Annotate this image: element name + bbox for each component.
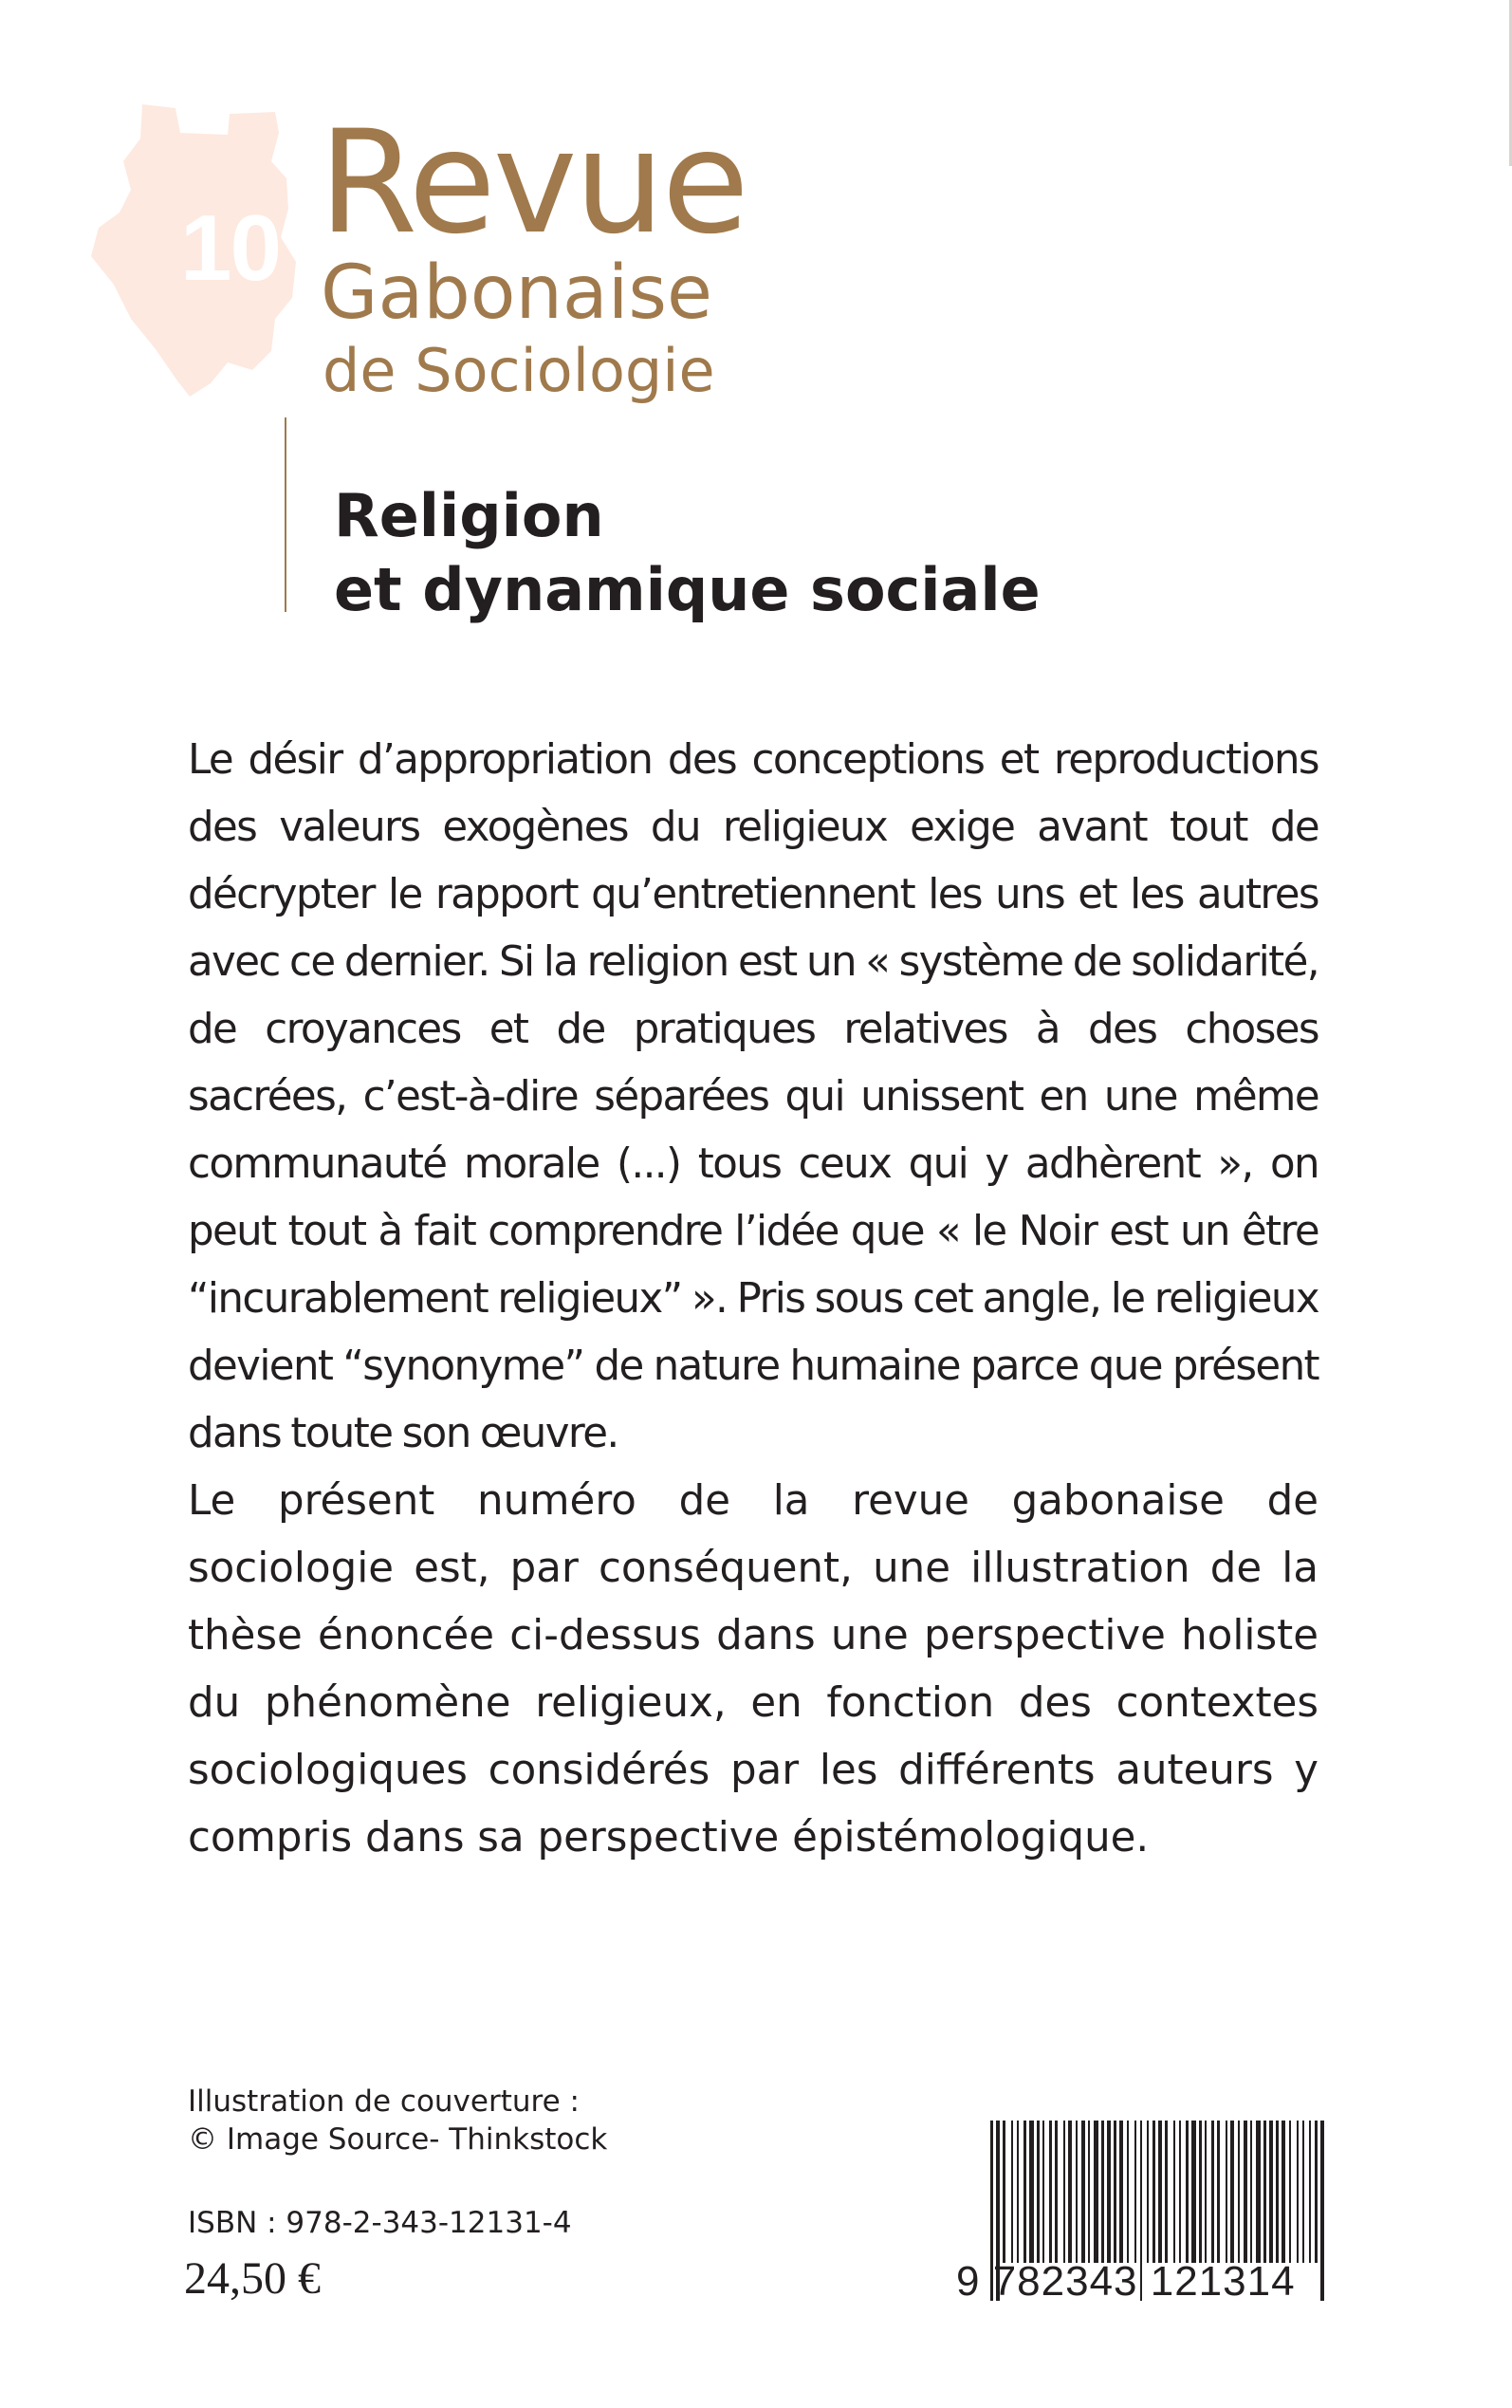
barcode-bar (1094, 2121, 1098, 2263)
barcode-bar (1211, 2121, 1214, 2263)
barcode-bar (1037, 2121, 1040, 2263)
issue-title (334, 479, 1041, 627)
credits-line-1: Illustration de couverture : (188, 2084, 580, 2119)
issue-title-line1: Religion (334, 481, 604, 550)
barcode-bar (1081, 2121, 1085, 2263)
vertical-divider (285, 417, 286, 612)
barcode-bar (1017, 2121, 1019, 2263)
back-cover-blurb (188, 727, 1318, 1872)
barcode-bar (1244, 2121, 1247, 2263)
barcode-bar (1055, 2121, 1058, 2263)
barcode-bar (1158, 2121, 1162, 2263)
cover-credits (188, 2083, 607, 2158)
barcode-bar (1226, 2121, 1227, 2263)
barcode-bar (1119, 2121, 1123, 2263)
barcode-bar (1114, 2121, 1116, 2263)
barcode-bar (1276, 2121, 1279, 2263)
barcode-bar (1023, 2121, 1026, 2263)
barcode-bar (1289, 2121, 1291, 2263)
barcode-bar (1003, 2121, 1005, 2263)
barcode-bar (1042, 2121, 1044, 2263)
barcode-bar (1011, 2121, 1013, 2263)
barcode-bar (1107, 2121, 1111, 2263)
barcode-bar (1191, 2121, 1196, 2263)
barcode-bar (1127, 2121, 1129, 2263)
barcode-bar (1250, 2121, 1252, 2263)
barcode-bar (1297, 2121, 1299, 2263)
barcode-bar (1173, 2121, 1175, 2263)
barcode-bar (1315, 2121, 1318, 2263)
brand-title-sociologie: de Sociologie (323, 336, 715, 405)
barcode-bar (1179, 2121, 1181, 2263)
barcode-bar (1063, 2121, 1065, 2263)
barcode-bar (1230, 2121, 1234, 2263)
brand-title-gabonaise: Gabonaise (321, 250, 713, 336)
barcode-bar (1217, 2121, 1220, 2263)
isbn-text: ISBN : 978-2-343-12131-4 (188, 2206, 572, 2240)
barcode-bar (1088, 2121, 1090, 2263)
barcode-digits: 9 782343 121314 (956, 2258, 1296, 2305)
blurb-paragraph-1: Le désir d’appropriation des conceptions et reproductions des valeurs exogènes du religieux exige avant tout de décrypter le rapport qu’entretiennent les uns et les autres avec ce dernier. Si la religion est un « système de solidarité, de croyances et de pratiques relatives à des choses sacrées, c’est-à-dire séparées qui unissent en une même communauté morale (...) tous ceux qui y adhèrent », on peut tout à fait comprendre l’idée que « le Noir est un être “incurablement religieux” ». Pris sous cet angle, le religieux devient “synonyme” de nature humaine parce que présent dans toute son œuvre. (188, 736, 1318, 1457)
barcode-bar (1309, 2121, 1311, 2263)
price-text: 24,50 € (184, 2253, 321, 2304)
barcode-bar (1302, 2121, 1304, 2263)
credits-line-2: © Image Source- Thinkstock (188, 2122, 608, 2157)
barcode-bar (1263, 2121, 1266, 2263)
barcode-bar (1101, 2121, 1104, 2263)
barcode-bar (1199, 2121, 1202, 2263)
issue-number: 10 (180, 195, 281, 300)
barcode-bar (1165, 2121, 1168, 2263)
barcode-bar (1134, 2121, 1136, 2263)
barcode-bar (1238, 2121, 1240, 2263)
blurb-paragraph-2: Le présent numéro de la revue gabonaise de sociologie est, par conséquent, une illustration de la thèse énoncée ci-dessus dans une perspective holiste du phénomène religieux, en fonction des contextes sociologiques considérés par les différents auteurs y compris dans sa perspective épistémologique. (188, 1477, 1318, 1862)
barcode-bar (1186, 2121, 1189, 2263)
issue-title-line2: et dynamique sociale (334, 555, 1041, 624)
barcode-bar (1029, 2121, 1034, 2263)
barcode-bar (1152, 2121, 1155, 2263)
barcode-bar (1205, 2121, 1207, 2263)
barcode-bar (1076, 2121, 1078, 2263)
barcode-bar (1049, 2121, 1052, 2263)
barcode-bar (1256, 2121, 1261, 2263)
barcode-bar (1269, 2121, 1273, 2263)
barcode-bar (1147, 2121, 1149, 2263)
barcode-bar (1068, 2121, 1072, 2263)
brand-title-revue: Revue (319, 101, 747, 266)
barcode-bar (1282, 2121, 1285, 2263)
